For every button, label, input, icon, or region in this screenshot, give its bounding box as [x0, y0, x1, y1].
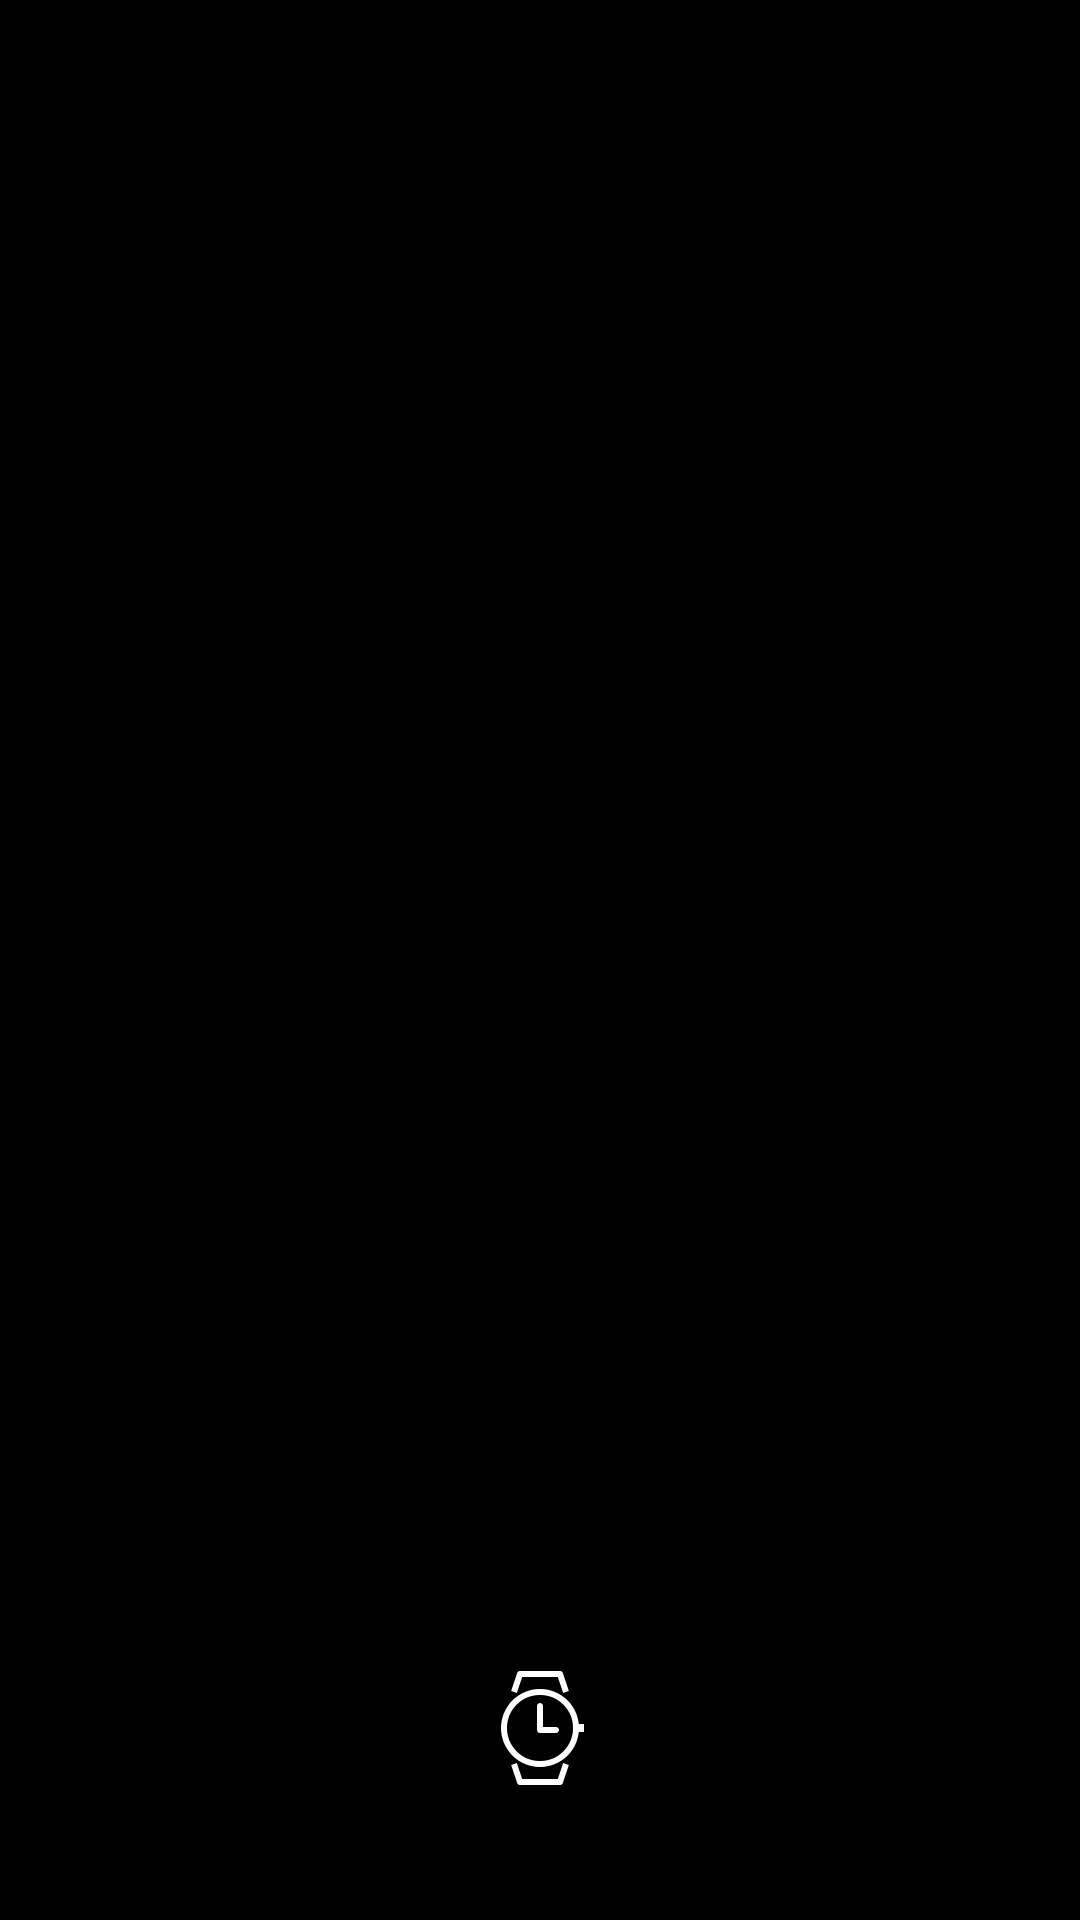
watch-icon: [492, 1670, 588, 1786]
brand-logo: [0, 1670, 1080, 1800]
